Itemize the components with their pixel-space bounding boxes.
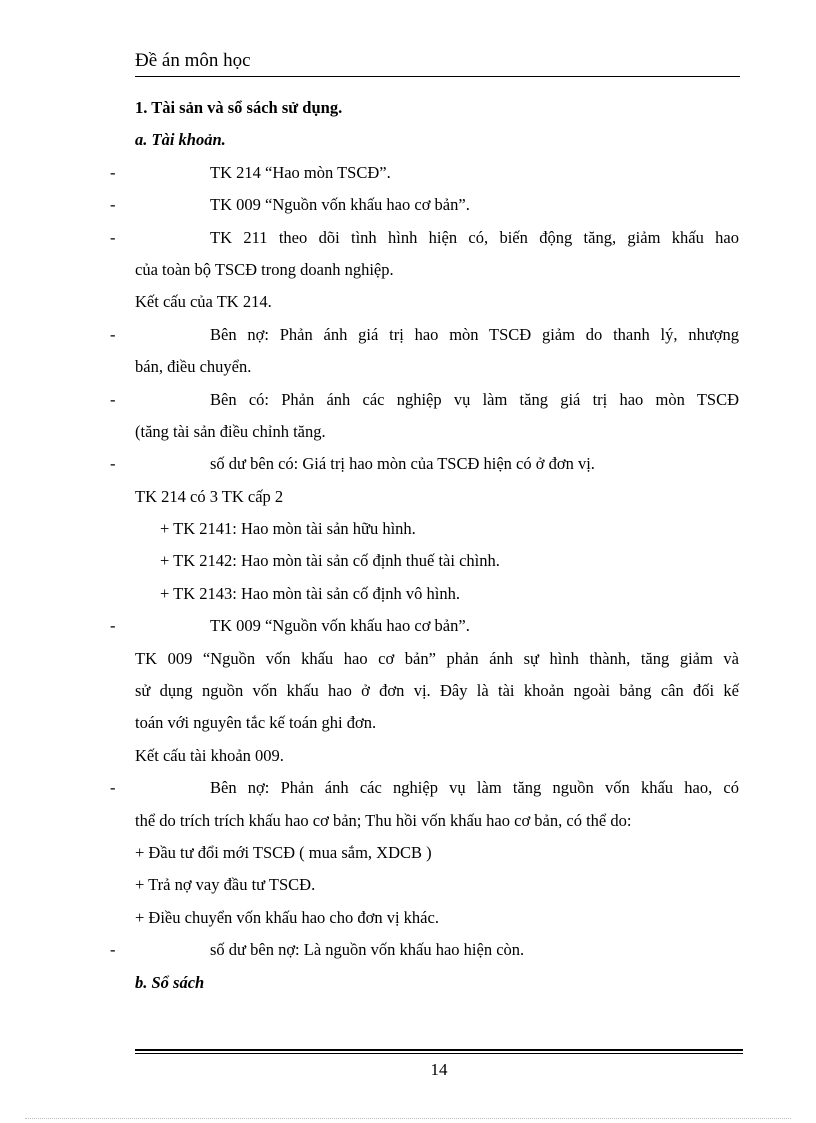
footer-rule-thick — [135, 1049, 743, 1051]
list-item — [110, 157, 739, 189]
paragraph-line: bán, điều chuyển. — [135, 357, 252, 377]
item-text: Bên nợ: Phản ánh các nghiệp vụ làm tăng nguồn vốn khấu hao, có — [210, 778, 739, 798]
item-text: Bên nợ: Phản ánh giá trị hao mòn TSCĐ giảm do thanh lý, nhượng — [210, 324, 739, 344]
list-item — [110, 222, 739, 254]
list-item — [110, 772, 739, 804]
list-item — [110, 934, 739, 966]
paragraph-line: sử dụng nguồn vốn khấu hao ở đơn vị. Đây là tài khoản ngoài bảng cân đối kế — [135, 681, 739, 701]
section-heading: 1. Tài sản và sổ sách sử dụng. — [135, 98, 343, 117]
list-item — [110, 384, 739, 416]
paragraph-line: Kết cấu tài khoản 009. — [135, 745, 284, 765]
item-text: số dư bên nợ: Là nguồn vốn khấu hao hiện còn. — [210, 940, 525, 960]
sub-account-item: + TK 2143: Hao mòn tài sản cố định vô hình. — [160, 583, 461, 603]
bullet-dash: - — [110, 454, 116, 474]
document-body — [110, 92, 739, 999]
paragraph-line: Kết cấu của TK 214. — [135, 292, 272, 312]
list-item — [110, 319, 739, 351]
list-item — [110, 610, 739, 642]
sub-account-item: + TK 2141: Hao mòn tài sản hữu hình. — [160, 519, 416, 539]
bullet-dash: - — [110, 324, 116, 344]
paragraph-line: TK 009 “Nguồn vốn khấu hao cơ bản” phản ánh sự hình thành, tăng giảm và — [135, 648, 739, 668]
paragraph-line: của toàn bộ TSCĐ trong doanh nghiệp. — [135, 259, 394, 279]
item-text: TK 214 “Hao mòn TSCĐ”. — [210, 162, 391, 182]
item-text: số dư bên có: Giá trị hao mòn của TSCĐ hiện có ở đơn vị. — [210, 454, 595, 474]
page-bottom-border — [25, 1118, 791, 1119]
plus-item: + Điều chuyển vốn khấu hao cho đơn vị khác. — [135, 907, 439, 927]
paragraph-line: (tăng tài sản điều chỉnh tăng. — [135, 421, 326, 441]
page-number: 14 — [430, 1060, 448, 1079]
footer-rule-thin — [135, 1053, 743, 1054]
paragraph-line: toán với nguyên tắc kế toán ghi đơn. — [135, 713, 377, 733]
paragraph-line: thể do trích trích khấu hao cơ bản; Thu hồi vốn khấu hao cơ bản, có thể do: — [135, 810, 632, 830]
bullet-dash: - — [110, 616, 116, 636]
plus-item: + Đầu tư đổi mới TSCĐ ( mua sắm, XDCB ) — [135, 842, 432, 862]
bullet-dash: - — [110, 227, 116, 247]
subsection-a-heading: a. Tài khoản. — [135, 130, 226, 150]
list-item — [110, 448, 739, 480]
bullet-dash: - — [110, 940, 116, 960]
sub-account-item: + TK 2142: Hao mòn tài sản cố định thuế tài chình. — [160, 551, 500, 571]
item-text: TK 211 theo dõi tình hình hiện có, biến động tăng, giảm khấu hao — [210, 227, 739, 247]
subsection-b-heading: b. Sổ sách — [135, 972, 205, 992]
bullet-dash: - — [110, 389, 116, 409]
item-text: Bên có: Phản ánh các nghiệp vụ làm tăng giá trị hao mòn TSCĐ — [210, 389, 739, 409]
paragraph-line: TK 214 có 3 TK cấp 2 — [135, 486, 284, 506]
item-text: TK 009 “Nguồn vốn khấu hao cơ bản”. — [210, 616, 470, 636]
list-item — [110, 189, 739, 221]
header-title: Đề án môn học — [135, 50, 251, 71]
page-header — [135, 48, 740, 77]
bullet-dash: - — [110, 162, 116, 182]
plus-item: + Trả nợ vay đầu tư TSCĐ. — [135, 875, 316, 895]
bullet-dash: - — [110, 195, 116, 215]
item-text: TK 009 “Nguồn vốn khấu hao cơ bản”. — [210, 195, 470, 215]
bullet-dash: - — [110, 778, 116, 798]
